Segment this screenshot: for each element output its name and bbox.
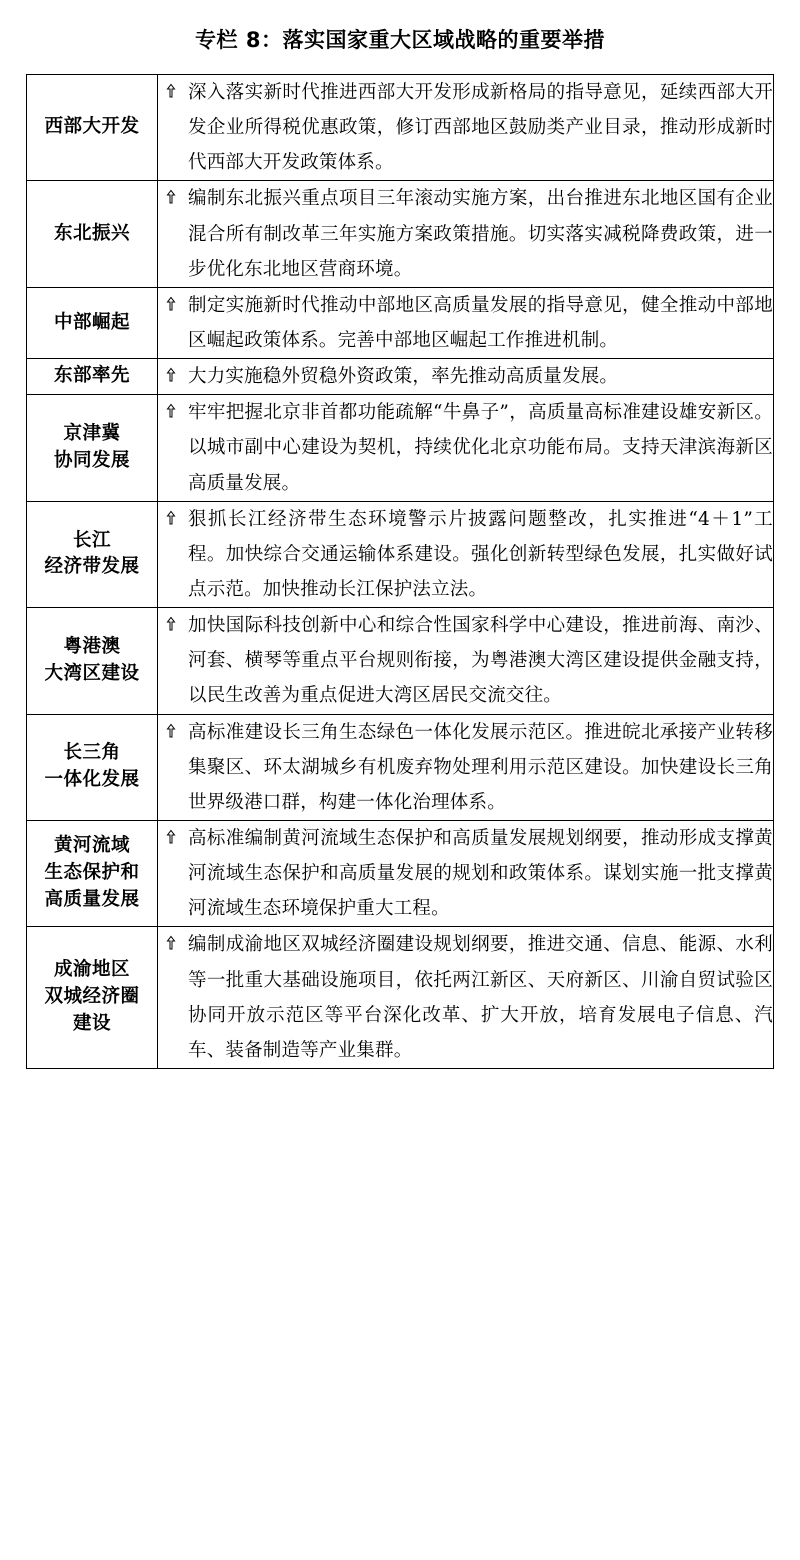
row-label: 长三角 一体化发展 <box>27 714 158 820</box>
row-text: 高标准建设长三角生态绿色一体化发展示范区。推进皖北承接产业转移集聚区、环太湖城乡有机废弃物处理利用示范区建设。加快建设长三角世界级港口群，构建一体化治理体系。 <box>188 721 773 813</box>
hand-pointer-icon <box>158 395 188 419</box>
row-content <box>158 501 774 607</box>
row-text: 大力实施稳外贸稳外资政策，率先推动高质量发展。 <box>188 366 619 388</box>
table-row <box>27 820 774 926</box>
row-content <box>158 359 774 395</box>
row-label: 粤港澳 大湾区建设 <box>27 608 158 714</box>
row-text: 编制东北振兴重点项目三年滚动实施方案，出台推进东北地区国有企业混合所有制改革三年实施方案政策措施。切实落实减税降费政策，进一步优化东北地区营商环境。 <box>188 188 773 280</box>
row-text: 牢牢把握北京非首都功能疏解“牛鼻子”，高质量高标准建设雄安新区。以城市副中心建设为契机，持续优化北京功能布局。支持天津滨海新区高质量发展。 <box>188 402 773 494</box>
row-text: 加快国际科技创新中心和综合性国家科学中心建设，推进前海、南沙、河套、横琴等重点平台规则衔接，为粤港澳大湾区建设提供金融支持，以民生改善为重点促进大湾区居民交流交往。 <box>188 615 773 707</box>
row-text: 制定实施新时代推动中部地区高质量发展的指导意见，健全推动中部地区崛起政策体系。完善中部地区崛起工作推进机制。 <box>188 294 773 351</box>
table-row <box>27 927 774 1069</box>
page-title: 专栏 8：落实国家重大区域战略的重要举措 <box>195 28 605 52</box>
hand-pointer-icon <box>158 715 188 739</box>
table-row <box>27 75 774 181</box>
row-content <box>158 608 774 714</box>
table-row <box>27 608 774 714</box>
row-text: 深入落实新时代推进西部大开发形成新格局的指导意见，延续西部大开发企业所得税优惠政策，修订西部地区鼓励类产业目录，推动形成新时代西部大开发政策体系。 <box>188 82 773 174</box>
row-content <box>158 181 774 287</box>
table-row <box>27 395 774 501</box>
row-label: 长江 经济带发展 <box>27 501 158 607</box>
row-text: 编制成渝地区双城经济圈建设规划纲要，推进交通、信息、能源、水利等一批重大基础设施项目，依托两江新区、天府新区、川渝自贸试验区协同开放示范区等平台深化改革、扩大开放，培育发展电子信息、汽车、装备制造等产业集群。 <box>188 934 773 1061</box>
measures-table <box>26 74 774 1069</box>
hand-pointer-icon <box>158 502 188 526</box>
row-label: 京津冀 协同发展 <box>27 395 158 501</box>
row-content <box>158 927 774 1069</box>
hand-pointer-icon <box>158 927 188 951</box>
row-label: 黄河流域 生态保护和 高质量发展 <box>27 820 158 926</box>
row-text: 狠抓长江经济带生态环境警示片披露问题整改，扎实推进“4＋1”工程。加快综合交通运输体系建设。强化创新转型绿色发展，扎实做好试点示范。加快推动长江保护法立法。 <box>188 508 773 600</box>
hand-pointer-icon <box>158 608 188 632</box>
hand-pointer-icon <box>158 75 188 99</box>
hand-pointer-icon <box>158 821 188 845</box>
row-label: 东北振兴 <box>27 181 158 287</box>
hand-pointer-icon <box>158 181 188 205</box>
row-label: 西部大开发 <box>27 75 158 181</box>
row-content <box>158 395 774 501</box>
table-row <box>27 359 774 395</box>
row-label: 东部率先 <box>27 359 158 395</box>
row-label: 中部崛起 <box>27 287 158 358</box>
row-content <box>158 287 774 358</box>
table-row <box>27 501 774 607</box>
row-content <box>158 714 774 820</box>
row-label: 成渝地区 双城经济圈 建设 <box>27 927 158 1069</box>
hand-pointer-icon <box>158 359 188 383</box>
row-content <box>158 820 774 926</box>
table-body <box>27 75 774 1069</box>
table-row <box>27 287 774 358</box>
row-text: 高标准编制黄河流域生态保护和高质量发展规划纲要，推动形成支撑黄河流域生态保护和高质量发展的规划和政策体系。谋划实施一批支撑黄河流域生态环境保护重大工程。 <box>188 827 773 920</box>
table-row <box>27 181 774 287</box>
table-row <box>27 714 774 820</box>
hand-pointer-icon <box>158 288 188 312</box>
row-content <box>158 75 774 181</box>
